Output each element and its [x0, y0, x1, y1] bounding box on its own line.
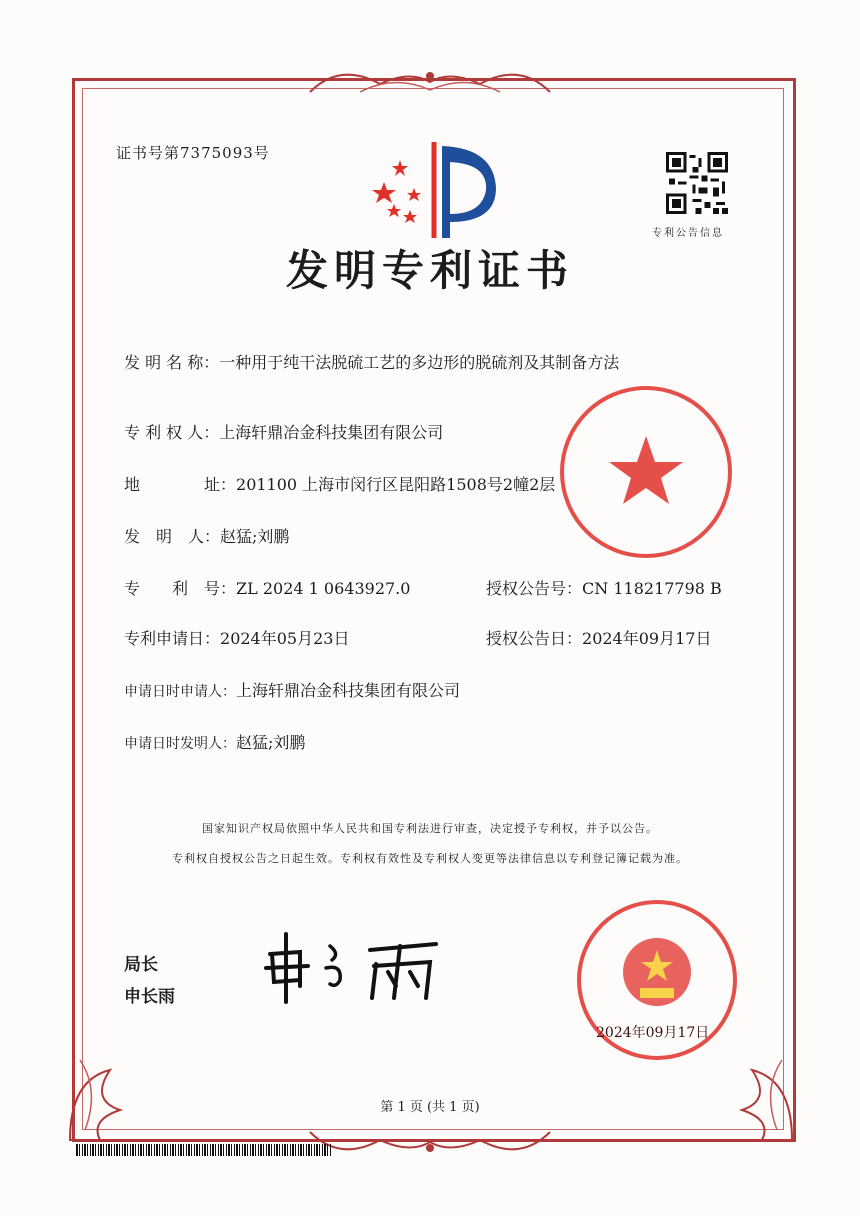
- grant-publication-number-label: 授权公告号：: [486, 579, 583, 598]
- inventor-value: 赵猛;刘鹏: [220, 527, 290, 546]
- notice-line-2: 专利权自授权公告之日起生效。专利权有效性及专利权人变更等法律信息以专利登记簿记载为准。: [172, 852, 688, 865]
- patent-office-logo: [370, 138, 500, 242]
- invention-name-value: 一种用于纯干法脱硫工艺的多边形的脱硫剂及其制备方法: [219, 353, 620, 372]
- applicant-at-filing-label: 申请日时申请人：: [124, 684, 236, 700]
- bottom-left-ornament: [60, 1040, 150, 1150]
- filing-date-row: [124, 626, 349, 649]
- inventor-label: 发 明 人：: [124, 527, 221, 546]
- inventor-row: [124, 524, 289, 547]
- patent-number-row: [124, 576, 410, 599]
- company-seal: [556, 382, 736, 562]
- page-title: 发明专利证书: [285, 246, 574, 295]
- patentee-row: [124, 420, 443, 443]
- address-row: [124, 472, 555, 495]
- qr-caption: 专利公告信息: [652, 228, 724, 239]
- address-label-part1: 地: [124, 475, 141, 494]
- applicant-at-filing-row: [124, 678, 460, 701]
- patentee-value: 上海轩鼎冶金科技集团有限公司: [219, 423, 444, 442]
- bottom-ornament: [300, 1122, 560, 1162]
- applicant-at-filing-value: 上海轩鼎冶金科技集团有限公司: [236, 681, 461, 700]
- patent-number-label: 专 利 号：: [124, 579, 237, 598]
- office-seal-date: 2024年09月17日: [596, 1025, 710, 1041]
- grant-date-label: 授权公告日：: [486, 629, 583, 648]
- filing-date-value: 2024年05月23日: [220, 629, 350, 648]
- director-title: 局长: [124, 955, 158, 975]
- grant-date-row: [486, 626, 711, 649]
- inventor-at-filing-label: 申请日时发明人：: [124, 736, 236, 752]
- inventor-at-filing-value: 赵猛;刘鹏: [236, 733, 306, 752]
- barcode: [76, 1144, 332, 1156]
- director-signature: [260, 924, 450, 1004]
- top-ornament: [300, 62, 560, 102]
- filing-date-label: 专利申请日：: [124, 629, 221, 648]
- patentee-label: 专 利 权 人：: [124, 423, 220, 442]
- invention-name-label: 发 明 名 称：: [124, 353, 220, 372]
- invention-name-row: [124, 350, 619, 373]
- address-value: 201100 上海市闵行区昆阳路1508号2幢2层: [236, 475, 556, 494]
- grant-date-value: 2024年09月17日: [582, 629, 712, 648]
- director-name: 申长雨: [124, 987, 175, 1007]
- page-number: 第 1 页 (共 1 页): [380, 1100, 480, 1115]
- qr-code[interactable]: [666, 152, 728, 214]
- grant-publication-number-row: [486, 576, 722, 599]
- address-label-part2: 址：: [204, 475, 237, 494]
- notice-line-1: 国家知识产权局依照中华人民共和国专利法进行审查，决定授予专利权，并予以公告。: [202, 822, 658, 835]
- grant-publication-number-value: CN 118217798 B: [582, 579, 722, 598]
- certificate-number: 证书号第7375093号: [116, 144, 270, 162]
- patent-number-value: ZL 2024 1 0643927.0: [236, 579, 411, 598]
- inventor-at-filing-row: [124, 730, 305, 753]
